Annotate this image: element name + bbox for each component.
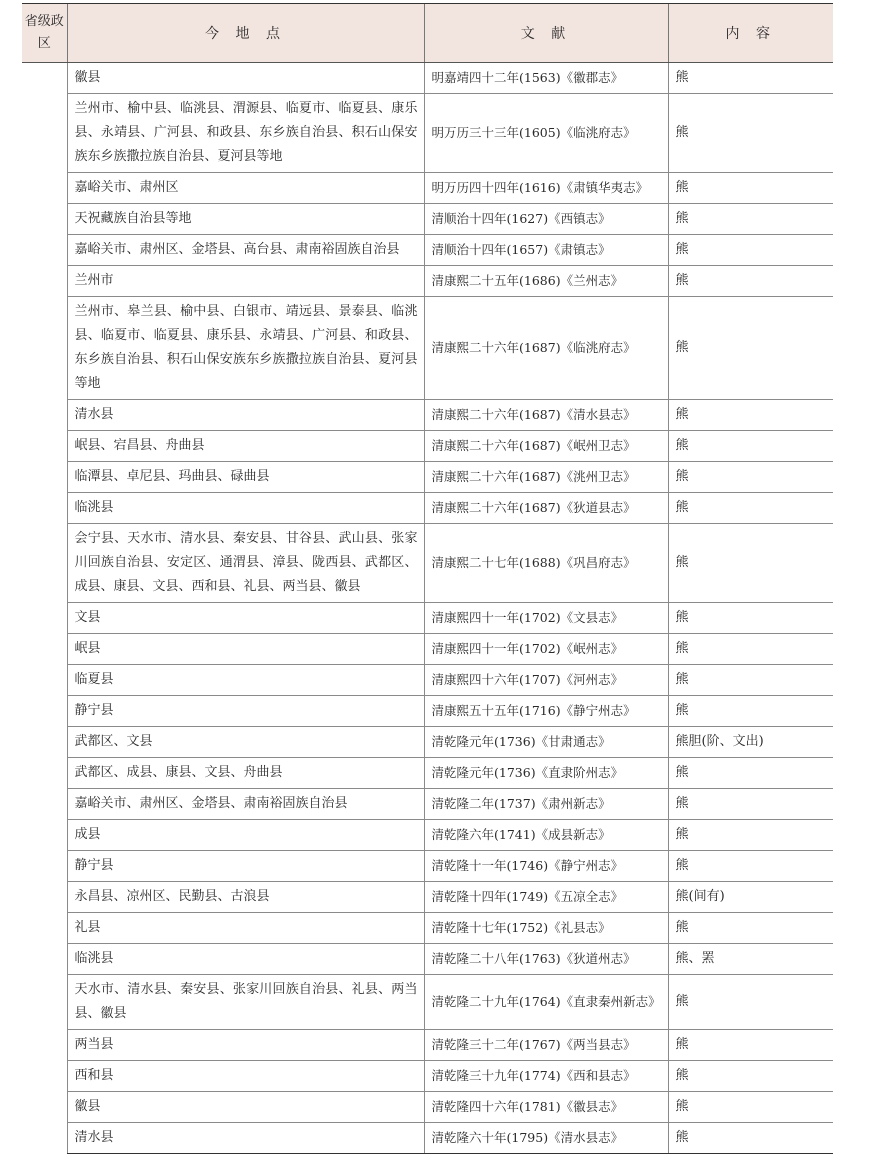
document-cell: 清康熙二十六年(1687)《洮州卫志》	[424, 462, 668, 493]
document-cell: 清乾隆三十二年(1767)《两当县志》	[424, 1030, 668, 1061]
place-cell: 成县	[67, 820, 424, 851]
document-cell: 清乾隆二十八年(1763)《狄道州志》	[424, 944, 668, 975]
document-cell: 清康熙四十一年(1702)《文县志》	[424, 603, 668, 634]
header-place: 今 地 点	[67, 4, 424, 63]
table-row	[22, 235, 833, 266]
place-cell: 清水县	[67, 400, 424, 431]
document-cell: 清乾隆六十年(1795)《清水县志》	[424, 1123, 668, 1154]
content-cell: 熊	[668, 913, 833, 944]
table-row	[22, 944, 833, 975]
table-row	[22, 1123, 833, 1154]
place-cell: 岷县、宕昌县、舟曲县	[67, 431, 424, 462]
content-cell: 熊	[668, 975, 833, 1030]
document-cell: 清乾隆元年(1736)《直隶阶州志》	[424, 758, 668, 789]
content-cell: 熊	[668, 173, 833, 204]
content-cell: 熊	[668, 63, 833, 94]
place-cell: 武都区、成县、康县、文县、舟曲县	[67, 758, 424, 789]
document-cell: 清康熙四十六年(1707)《河州志》	[424, 665, 668, 696]
place-cell: 临潭县、卓尼县、玛曲县、碌曲县	[67, 462, 424, 493]
table-row	[22, 431, 833, 462]
place-cell: 天水市、清水县、秦安县、张家川回族自治县、礼县、两当县、徽县	[67, 975, 424, 1030]
content-cell: 熊	[668, 789, 833, 820]
table-row	[22, 696, 833, 727]
place-cell: 嘉峪关市、肃州区、金塔县、高台县、肃南裕固族自治县	[67, 235, 424, 266]
table-row	[22, 1061, 833, 1092]
place-cell: 岷县	[67, 634, 424, 665]
province-cell	[22, 63, 67, 1154]
table-row	[22, 524, 833, 603]
content-cell: 熊	[668, 400, 833, 431]
content-cell: 熊	[668, 297, 833, 400]
table-row	[22, 727, 833, 758]
place-cell: 会宁县、天水市、清水县、秦安县、甘谷县、武山县、张家川回族自治县、安定区、通渭县、漳县、陇西县、武都区、成县、康县、文县、西和县、礼县、两当县、徽县	[67, 524, 424, 603]
table-row	[22, 462, 833, 493]
place-cell: 兰州市、榆中县、临洮县、渭源县、临夏市、临夏县、康乐县、永靖县、广河县、和政县、东乡族自治县、积石山保安族东乡族撒拉族自治县、夏河县等地	[67, 94, 424, 173]
header-row	[22, 4, 833, 63]
table-row	[22, 603, 833, 634]
content-cell: 熊	[668, 1030, 833, 1061]
content-cell: 熊	[668, 94, 833, 173]
place-cell: 永昌县、凉州区、民勤县、古浪县	[67, 882, 424, 913]
content-cell: 熊	[668, 634, 833, 665]
place-cell: 礼县	[67, 913, 424, 944]
content-cell: 熊(间有)	[668, 882, 833, 913]
content-cell: 熊	[668, 1092, 833, 1123]
table-row	[22, 665, 833, 696]
table-row	[22, 493, 833, 524]
content-cell: 熊	[668, 462, 833, 493]
table-body	[22, 63, 833, 1154]
place-cell: 天祝藏族自治县等地	[67, 204, 424, 235]
document-cell: 清乾隆二十九年(1764)《直隶秦州新志》	[424, 975, 668, 1030]
header-province: 省级政区	[22, 4, 67, 63]
document-cell: 清康熙二十六年(1687)《清水县志》	[424, 400, 668, 431]
document-cell: 清康熙二十五年(1686)《兰州志》	[424, 266, 668, 297]
document-cell: 清康熙二十七年(1688)《巩昌府志》	[424, 524, 668, 603]
content-cell: 熊	[668, 1061, 833, 1092]
document-cell: 清乾隆十七年(1752)《礼县志》	[424, 913, 668, 944]
table-row	[22, 975, 833, 1030]
document-cell: 清乾隆元年(1736)《甘肃通志》	[424, 727, 668, 758]
document-cell: 明万历三十三年(1605)《临洮府志》	[424, 94, 668, 173]
records-table	[22, 3, 833, 1154]
content-cell: 熊	[668, 665, 833, 696]
table-row	[22, 882, 833, 913]
content-cell: 熊	[668, 851, 833, 882]
content-cell: 熊	[668, 524, 833, 603]
document-cell: 清乾隆十一年(1746)《静宁州志》	[424, 851, 668, 882]
place-cell: 徽县	[67, 1092, 424, 1123]
content-cell: 熊	[668, 493, 833, 524]
table-row	[22, 851, 833, 882]
place-cell: 文县	[67, 603, 424, 634]
content-cell: 熊	[668, 235, 833, 266]
table-row	[22, 400, 833, 431]
place-cell: 临洮县	[67, 944, 424, 975]
document-cell: 清康熙二十六年(1687)《狄道县志》	[424, 493, 668, 524]
document-cell: 清乾隆四十六年(1781)《徽县志》	[424, 1092, 668, 1123]
content-cell: 熊	[668, 603, 833, 634]
place-cell: 兰州市	[67, 266, 424, 297]
document-cell: 清康熙二十六年(1687)《岷州卫志》	[424, 431, 668, 462]
content-cell: 熊	[668, 1123, 833, 1154]
place-cell: 两当县	[67, 1030, 424, 1061]
table-row	[22, 913, 833, 944]
table-row	[22, 820, 833, 851]
document-cell: 清康熙二十六年(1687)《临洮府志》	[424, 297, 668, 400]
document-cell: 明嘉靖四十二年(1563)《徽郡志》	[424, 63, 668, 94]
place-cell: 静宁县	[67, 696, 424, 727]
content-cell: 熊	[668, 758, 833, 789]
place-cell: 武都区、文县	[67, 727, 424, 758]
table-row	[22, 1030, 833, 1061]
table-row	[22, 789, 833, 820]
header-document: 文 献	[424, 4, 668, 63]
table-row	[22, 758, 833, 789]
document-cell: 清乾隆十四年(1749)《五凉全志》	[424, 882, 668, 913]
content-cell: 熊	[668, 266, 833, 297]
content-cell: 熊	[668, 820, 833, 851]
table-row	[22, 63, 833, 94]
place-cell: 徽县	[67, 63, 424, 94]
place-cell: 西和县	[67, 1061, 424, 1092]
table-row	[22, 204, 833, 235]
document-cell: 明万历四十四年(1616)《肃镇华夷志》	[424, 173, 668, 204]
place-cell: 清水县	[67, 1123, 424, 1154]
content-cell: 熊、罴	[668, 944, 833, 975]
content-cell: 熊	[668, 431, 833, 462]
place-cell: 静宁县	[67, 851, 424, 882]
place-cell: 兰州市、皋兰县、榆中县、白银市、靖远县、景泰县、临洮县、临夏市、临夏县、康乐县、永靖县、广河县、和政县、东乡族自治县、积石山保安族东乡族撒拉族自治县、夏河县等地	[67, 297, 424, 400]
place-cell: 临夏县	[67, 665, 424, 696]
place-cell: 嘉峪关市、肃州区	[67, 173, 424, 204]
document-cell: 清顺治十四年(1657)《肃镇志》	[424, 235, 668, 266]
place-cell: 临洮县	[67, 493, 424, 524]
document-cell: 清乾隆三十九年(1774)《西和县志》	[424, 1061, 668, 1092]
table-row	[22, 634, 833, 665]
content-cell: 熊	[668, 204, 833, 235]
place-cell: 嘉峪关市、肃州区、金塔县、肃南裕固族自治县	[67, 789, 424, 820]
document-cell: 清康熙四十一年(1702)《岷州志》	[424, 634, 668, 665]
document-cell: 清乾隆二年(1737)《肃州新志》	[424, 789, 668, 820]
document-cell: 清康熙五十五年(1716)《静宁州志》	[424, 696, 668, 727]
document-cell: 清顺治十四年(1627)《西镇志》	[424, 204, 668, 235]
table-row	[22, 266, 833, 297]
table-row	[22, 173, 833, 204]
records-table-container	[22, 3, 833, 1154]
content-cell: 熊胆(阶、文出)	[668, 727, 833, 758]
table-row	[22, 297, 833, 400]
table-row	[22, 94, 833, 173]
content-cell: 熊	[668, 696, 833, 727]
table-row	[22, 1092, 833, 1123]
document-cell: 清乾隆六年(1741)《成县新志》	[424, 820, 668, 851]
header-content: 内 容	[668, 4, 833, 63]
